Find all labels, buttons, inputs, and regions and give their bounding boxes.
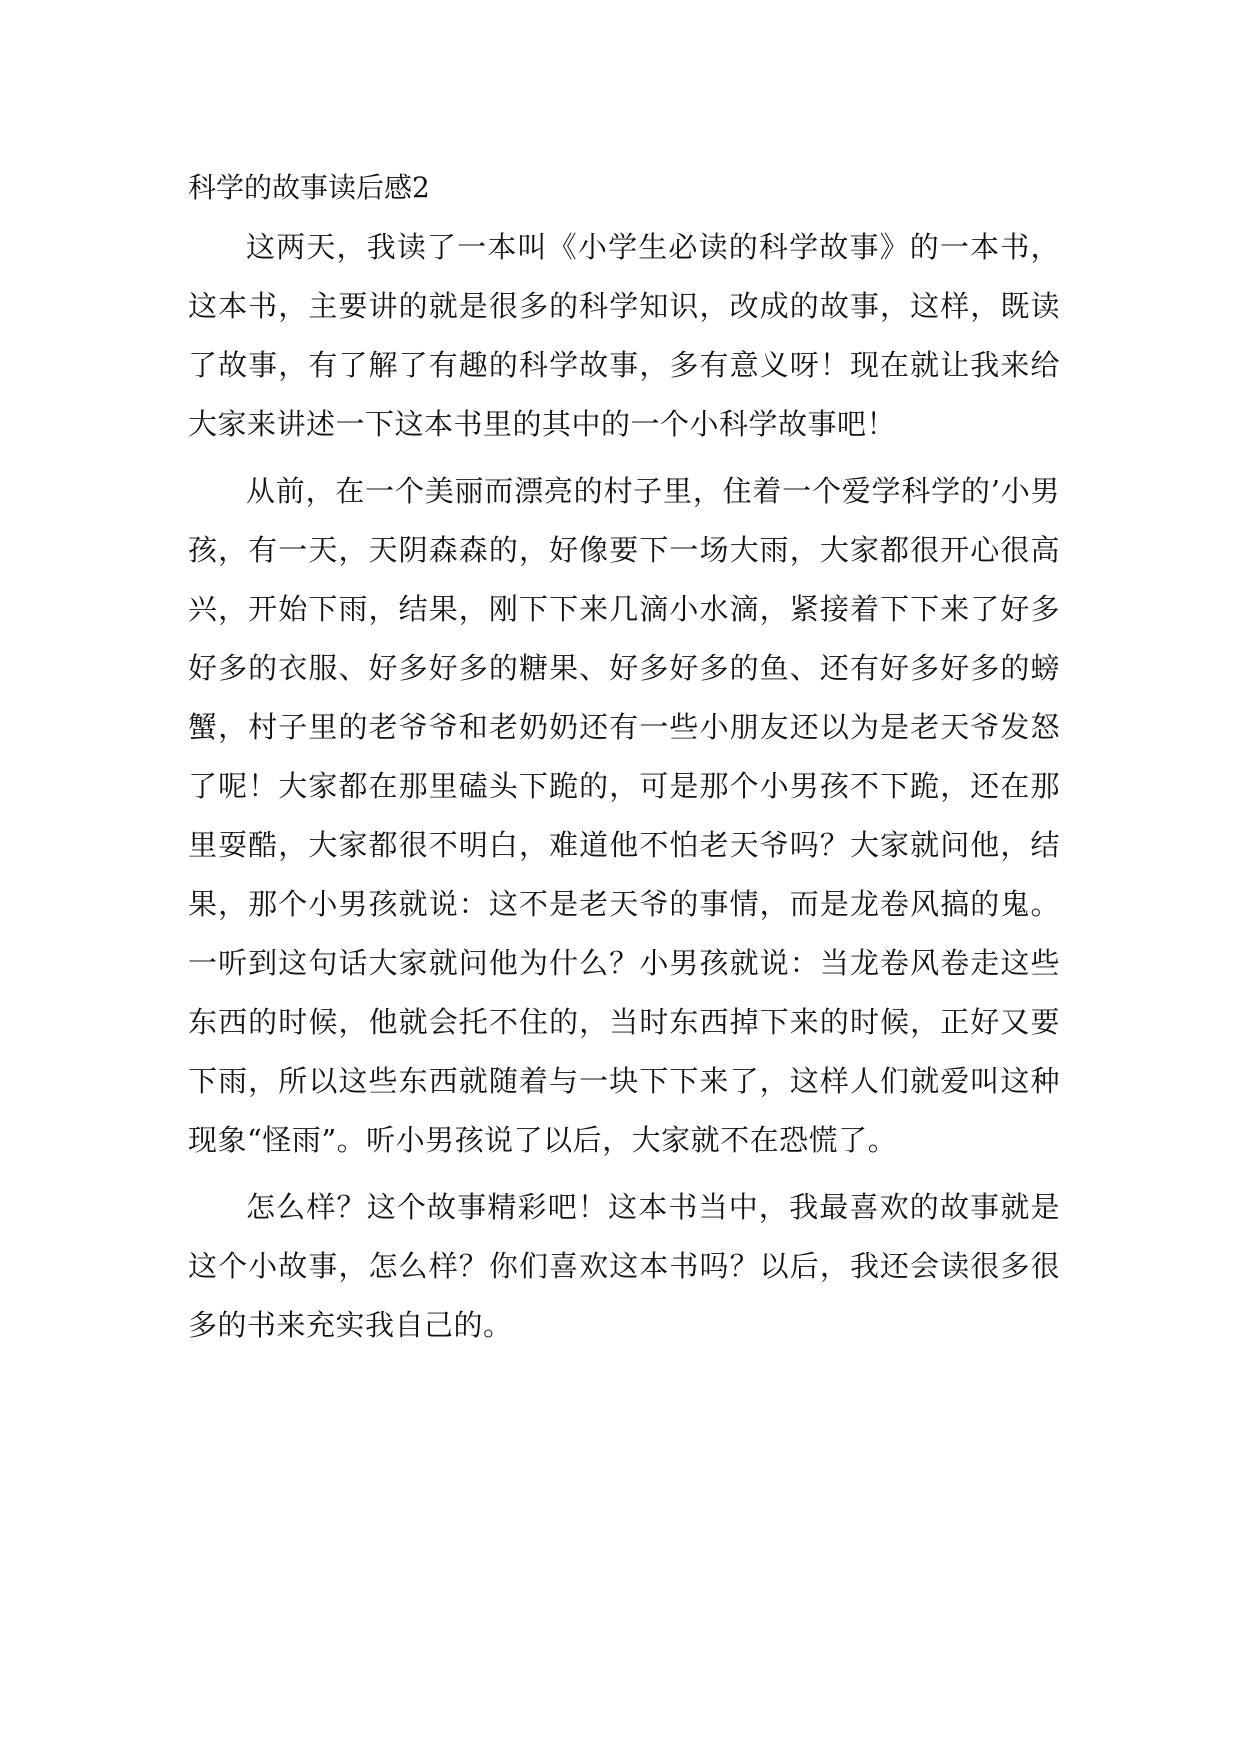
paragraph-2: 从前，在一个美丽而漂亮的村子里，住着一个爱学科学的’小男孩，有一天，天阴森森的，好像要下一场大雨，大家都很开心很高兴，开始下雨，结果，刚下下来几滴小水滴，紧接着下下来了好多好多的衣服、好多好多的糖果、好多好多的鱼、还有好多好多的螃蟹，村子里的老爷爷和老奶奶还有一些小朋友还以为是老天爷发怒了呢！大家都在那里磕头下跪的，可是那个小男孩不下跪，还在那里耍酷，大家都很不明白，难道他不怕老天爷吗？大家就问他，结果，那个小男孩就说：这不是老天爷的事情，而是龙卷风搞的鬼。一听到这句话大家就问他为什么？小男孩就说：当龙卷风卷走这些东西的时候，他就会托不住的，当时东西掉下来的时候，正好又要下雨，所以这些东西就随着与一块下下来了，这样人们就爱叫这种现象“怪雨”。听小男孩说了以后，大家就不在恐慌了。: [188, 474, 1060, 1157]
paragraph-1: 这两天，我读了一本叫《小学生必读的科学故事》的一本书，这本书，主要讲的就是很多的科学知识，改成的故事，这样，既读了故事，有了解了有趣的科学故事，多有意义呀！现在就让我来给大家来讲述一下这本书里的其中的一个小科学故事吧！: [188, 230, 1060, 441]
paragraph-3: 怎么样？这个故事精彩吧！这本书当中，我最喜欢的故事就是这个小故事，怎么样？你们喜欢这本书吗？以后，我还会读很多很多的书来充实我自己的。: [188, 1190, 1060, 1342]
document-body: [188, 158, 1060, 1355]
document-title: 科学的故事读后感2: [188, 171, 430, 204]
